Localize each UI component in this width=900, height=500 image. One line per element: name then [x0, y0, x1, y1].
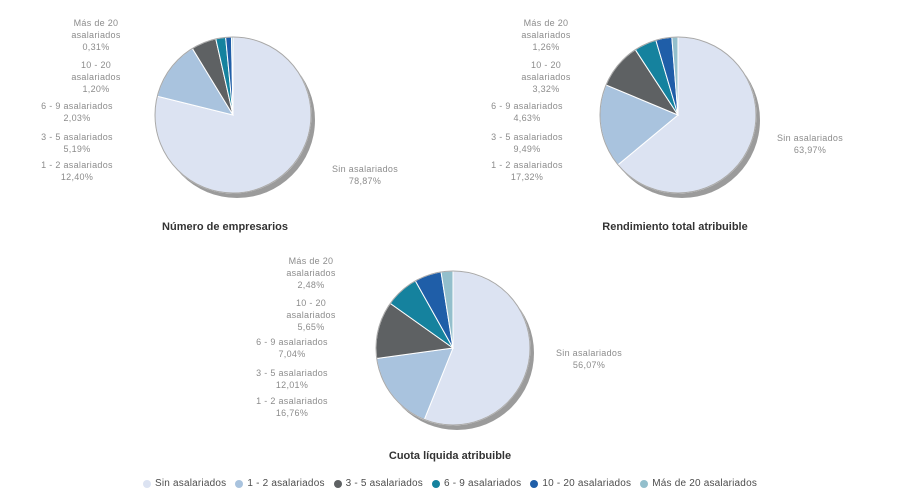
chart-cuota-liquida-atribuible: [225, 250, 675, 476]
slice-label-text: 1 - 2 asalariados: [41, 160, 113, 170]
legend-item-3-5-asalariados: [334, 478, 423, 489]
legend-marker-3-5-asalariados-icon: [334, 480, 342, 488]
slice-label-text: 10 - 20 asalariados: [521, 60, 571, 82]
legend-label: 1 - 2 asalariados: [247, 478, 325, 489]
legend-item-mas-de-20-asalariados: [640, 478, 757, 489]
slice-label-pct: 3,32%: [532, 84, 560, 94]
slice-label-10-20: [509, 59, 583, 95]
chart-title: Rendimiento total atribuible: [602, 221, 748, 233]
slice-label-3-5: [236, 367, 348, 391]
slice-label-sin-asalariados: [527, 347, 651, 371]
legend-item-1-2-asalariados: [235, 478, 324, 489]
slice-label-text: 1 - 2 asalariados: [256, 396, 328, 406]
legend-marker-1-2-asalariados-icon: [235, 480, 243, 488]
slice-label-text: 3 - 5 asalariados: [256, 368, 328, 378]
slice-label-sin-asalariados: [748, 132, 872, 156]
legend-marker-10-20-asalariados-icon: [530, 480, 538, 488]
legend-label: 10 - 20 asalariados: [542, 478, 632, 489]
slice-label-text: 3 - 5 asalariados: [491, 132, 563, 142]
slice-label-text: 6 - 9 asalariados: [491, 101, 563, 111]
chart-title: Cuota líquida atribuible: [388, 450, 512, 462]
slice-label-pct: 5,65%: [297, 322, 325, 332]
slice-label-pct: 12,40%: [60, 172, 94, 182]
slice-label-text: Sin asalariados: [555, 348, 623, 358]
slice-label-pct: 12,01%: [275, 380, 309, 390]
legend-item-6-9-asalariados: [432, 478, 521, 489]
slice-label-10-20: [59, 59, 133, 95]
slice-label-sin-asalariados: [303, 163, 427, 187]
legend-marker-sin-asalariados-icon: [143, 480, 151, 488]
slice-label-6-9: [236, 336, 348, 360]
slice-label-6-9: [21, 100, 133, 124]
slice-label-3-5: [21, 131, 133, 155]
slice-label-pct: 17,32%: [510, 172, 544, 182]
chart-rendimiento-total-atribuible: [450, 0, 900, 245]
slice-label-pct: 56,07%: [572, 360, 606, 370]
slice-label-pct: 1,26%: [532, 42, 560, 52]
slice-label-text: Más de 20 asalariados: [286, 256, 336, 278]
slice-label-text: 1 - 2 asalariados: [491, 160, 563, 170]
slice-label-pct: 2,03%: [63, 113, 91, 123]
slice-label-pct: 1,20%: [82, 84, 110, 94]
slice-label-pct: 0,31%: [82, 42, 110, 52]
legend-label: Sin asalariados: [154, 478, 227, 489]
chart-numero-de-empresarios: [0, 0, 450, 245]
slice-label-text: Más de 20 asalariados: [521, 18, 571, 40]
chart-title: Número de empresarios: [162, 221, 288, 233]
slice-label-pct: 9,49%: [513, 144, 541, 154]
slice-label-mas-de-20: [274, 255, 348, 291]
slice-label-3-5: [471, 131, 583, 155]
legend-item-sin-asalariados: [143, 478, 226, 489]
slice-label-1-2: [236, 395, 348, 419]
slice-label-text: 6 - 9 asalariados: [41, 101, 113, 111]
slice-label-pct: 63,97%: [793, 145, 827, 155]
slice-label-text: 6 - 9 asalariados: [256, 337, 328, 347]
legend-label: Más de 20 asalariados: [652, 478, 758, 489]
slice-label-pct: 78,87%: [348, 176, 382, 186]
slice-label-pct: 7,04%: [278, 349, 306, 359]
slice-label-mas-de-20: [59, 17, 133, 53]
slice-label-10-20: [274, 297, 348, 333]
slice-label-text: Sin asalariados: [331, 164, 399, 174]
legend-marker-6-9-asalariados-icon: [432, 480, 440, 488]
slice-label-mas-de-20: [509, 17, 583, 53]
legend-label: 3 - 5 asalariados: [345, 478, 424, 489]
slice-label-text: 10 - 20 asalariados: [71, 60, 121, 82]
slice-label-1-2: [21, 159, 133, 183]
legend-marker-mas-de-20-asalariados-icon: [640, 480, 648, 488]
legend-item-10-20-asalariados: [530, 478, 631, 489]
slice-label-text: 10 - 20 asalariados: [286, 298, 336, 320]
legend-label: 6 - 9 asalariados: [444, 478, 522, 489]
slice-label-pct: 4,63%: [513, 113, 541, 123]
slice-label-text: Más de 20 asalariados: [71, 18, 121, 40]
slice-label-text: 3 - 5 asalariados: [41, 132, 113, 142]
slice-label-1-2: [471, 159, 583, 183]
slice-label-pct: 5,19%: [63, 144, 91, 154]
slice-label-text: Sin asalariados: [776, 133, 844, 143]
chart-legend: [0, 478, 900, 489]
slice-label-6-9: [471, 100, 583, 124]
slice-label-pct: 16,76%: [275, 408, 309, 418]
slice-label-pct: 2,48%: [297, 280, 325, 290]
